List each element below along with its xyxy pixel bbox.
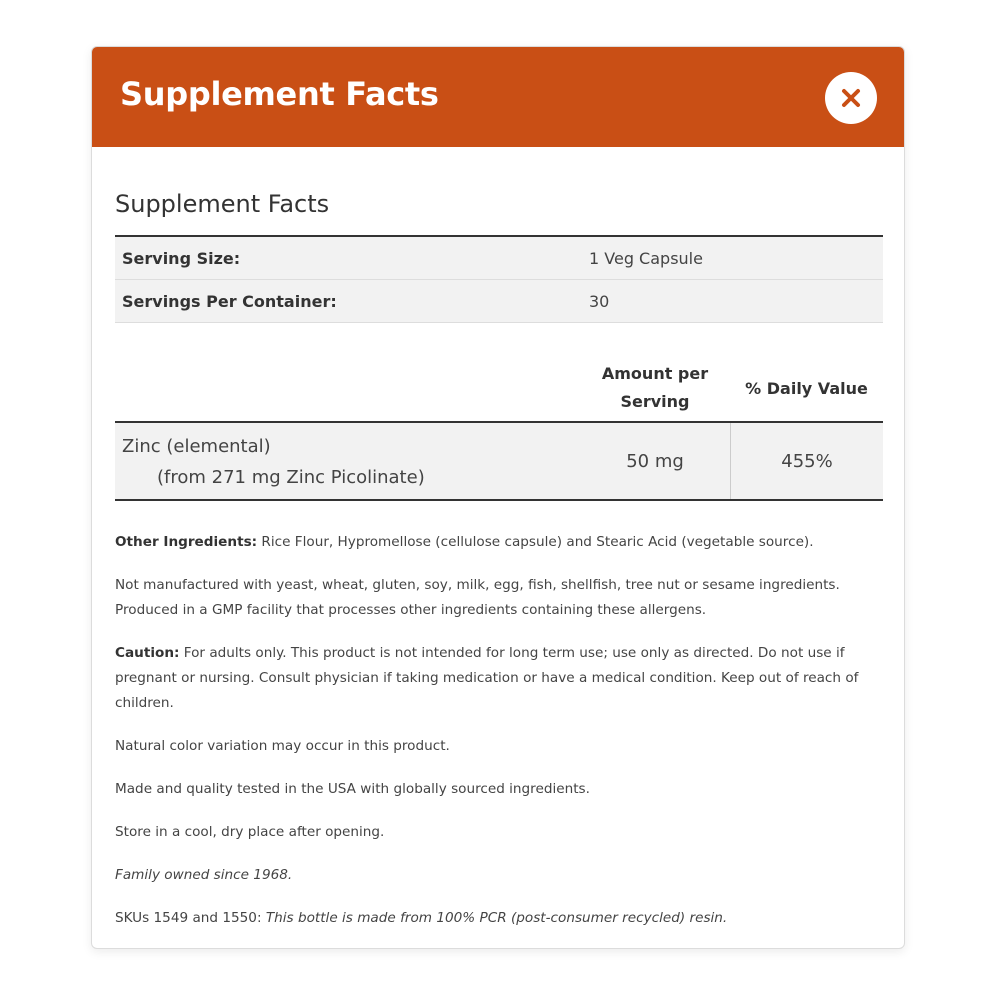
nutrient-amount: 50 mg <box>626 450 684 472</box>
close-icon <box>841 88 861 108</box>
daily-value-header: % Daily Value <box>745 378 868 398</box>
caution-label: Caution: <box>115 645 180 661</box>
close-button[interactable] <box>825 72 877 124</box>
servings-per-container-label: Servings Per Container: <box>122 291 337 311</box>
serving-size-label: Serving Size: <box>122 248 241 268</box>
allergen-statement: Not manufactured with yeast, wheat, gluten, soy, milk, egg, fish, shellfish, tree nut or sesame ingredients. Produced in a GMP facility that processes other ingredients containing these allergens. <box>115 577 840 618</box>
nutrient-name-cell <box>115 423 580 499</box>
nutrient-table-header <box>115 355 883 423</box>
serving-size-row <box>115 237 883 280</box>
nutrient-source: (from 271 mg Zinc Picolinate) <box>157 467 425 488</box>
amount-header-line2: Serving <box>620 392 690 411</box>
modal-title: Supplement Facts <box>120 75 439 113</box>
amount-header-line1: Amount per <box>601 364 709 383</box>
servings-per-container-value: 30 <box>589 291 610 311</box>
family-note <box>115 863 890 888</box>
servings-per-container-row <box>115 280 883 323</box>
other-ingredients <box>115 530 890 555</box>
nutrient-daily-value: 455% <box>730 423 883 499</box>
color-variation-note: Natural color variation may occur in this product. <box>115 738 450 754</box>
facts-heading: Supplement Facts <box>115 190 330 218</box>
nutrient-name: Zinc (elemental) <box>122 436 271 457</box>
sku-prefix: SKUs 1549 and 1550: <box>115 910 266 926</box>
storage-note: Store in a cool, dry place after opening. <box>115 824 385 840</box>
family-text: Family owned since 1968. <box>115 867 293 883</box>
modal-header <box>92 47 904 147</box>
caution <box>115 641 890 716</box>
made-in-note: Made and quality tested in the USA with globally sourced ingredients. <box>115 781 590 797</box>
supplement-facts-modal <box>91 46 905 949</box>
other-ingredients-label: Other Ingredients: <box>115 534 258 550</box>
serving-size-value: 1 Veg Capsule <box>589 248 703 268</box>
notes-section <box>115 530 890 949</box>
sku-note <box>115 906 890 931</box>
serving-table <box>115 235 883 323</box>
sku-text: This bottle is made from 100% PCR (post-consumer recycled) resin. <box>265 910 728 926</box>
nutrient-row <box>115 423 883 501</box>
other-ingredients-text: Rice Flour, Hypromellose (cellulose capsule) and Stearic Acid (vegetable source). <box>257 534 814 550</box>
amount-per-serving-header <box>580 360 730 416</box>
caution-text: For adults only. This product is not intended for long term use; use only as directed. Do not use if pregnant or nursing. Consult physician if taking medication or have a medical condition. Keep out of reach of children. <box>115 645 859 711</box>
